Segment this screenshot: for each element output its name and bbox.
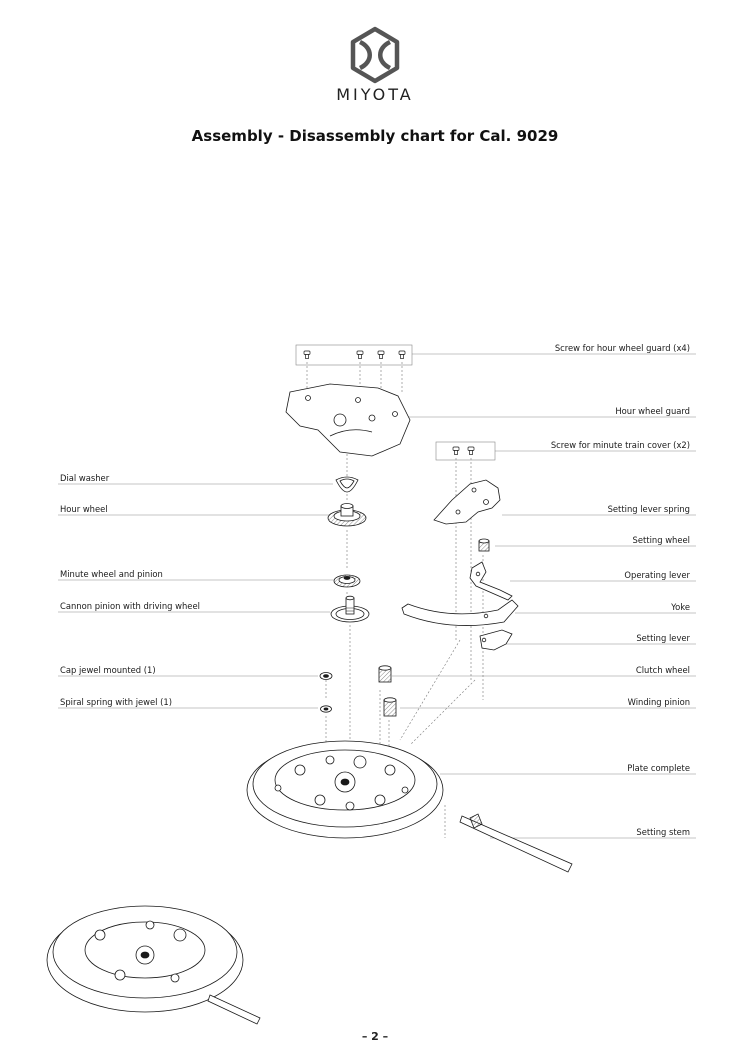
brand-name: MIYOTA — [336, 85, 414, 104]
label-setting-lever-spring: Setting lever spring — [607, 504, 690, 514]
label-hour-wheel: Hour wheel — [60, 504, 108, 514]
label-screw-hour-wheel-guard: Screw for hour wheel guard (x4) — [554, 343, 690, 353]
minute-wheel-part — [334, 575, 360, 587]
label-clutch-wheel: Clutch wheel — [635, 665, 690, 675]
label-spiral-spring: Spiral spring with jewel (1) — [60, 697, 173, 707]
label-setting-lever: Setting lever — [636, 633, 690, 643]
label-winding-pinion: Winding pinion — [627, 697, 690, 707]
yoke-part — [402, 600, 518, 626]
cap-jewel-part — [320, 673, 332, 680]
label-setting-wheel: Setting wheel — [632, 535, 690, 545]
spiral-spring-part — [321, 706, 332, 712]
screws-hour-wheel-guard — [296, 345, 412, 365]
page-title: Assembly - Disassembly chart for Cal. 9029 — [191, 127, 559, 145]
screws-minute-train-cover — [436, 442, 495, 460]
hour-wheel-part — [328, 504, 366, 527]
winding-pinion-part — [384, 698, 396, 716]
dial-washer-part — [336, 477, 358, 492]
setting-wheel-part — [479, 539, 489, 551]
movement-overview-illustration — [47, 906, 260, 1024]
setting-lever-spring-part — [434, 480, 500, 524]
label-minute-wheel-and-pinion: Minute wheel and pinion — [60, 569, 163, 579]
setting-lever-part — [480, 630, 512, 650]
setting-stem-part — [460, 814, 572, 872]
label-setting-stem: Setting stem — [636, 827, 690, 837]
cannon-pinion-part — [331, 596, 369, 622]
operating-lever-part — [470, 562, 512, 600]
clutch-wheel-part — [379, 666, 391, 682]
label-screw-minute-train-cover: Screw for minute train cover (x2) — [550, 440, 690, 450]
page-number: – 2 – — [361, 1030, 389, 1043]
hour-wheel-guard-part — [286, 384, 410, 456]
plate-complete-part — [247, 741, 443, 838]
label-plate-complete: Plate complete — [627, 763, 690, 773]
label-operating-lever: Operating lever — [624, 570, 690, 580]
label-yoke: Yoke — [671, 602, 690, 612]
label-hour-wheel-guard: Hour wheel guard — [615, 406, 690, 416]
label-cap-jewel: Cap jewel mounted (1) — [60, 665, 156, 675]
label-dial-washer: Dial washer — [60, 473, 110, 483]
label-cannon-pinion: Cannon pinion with driving wheel — [60, 601, 200, 611]
